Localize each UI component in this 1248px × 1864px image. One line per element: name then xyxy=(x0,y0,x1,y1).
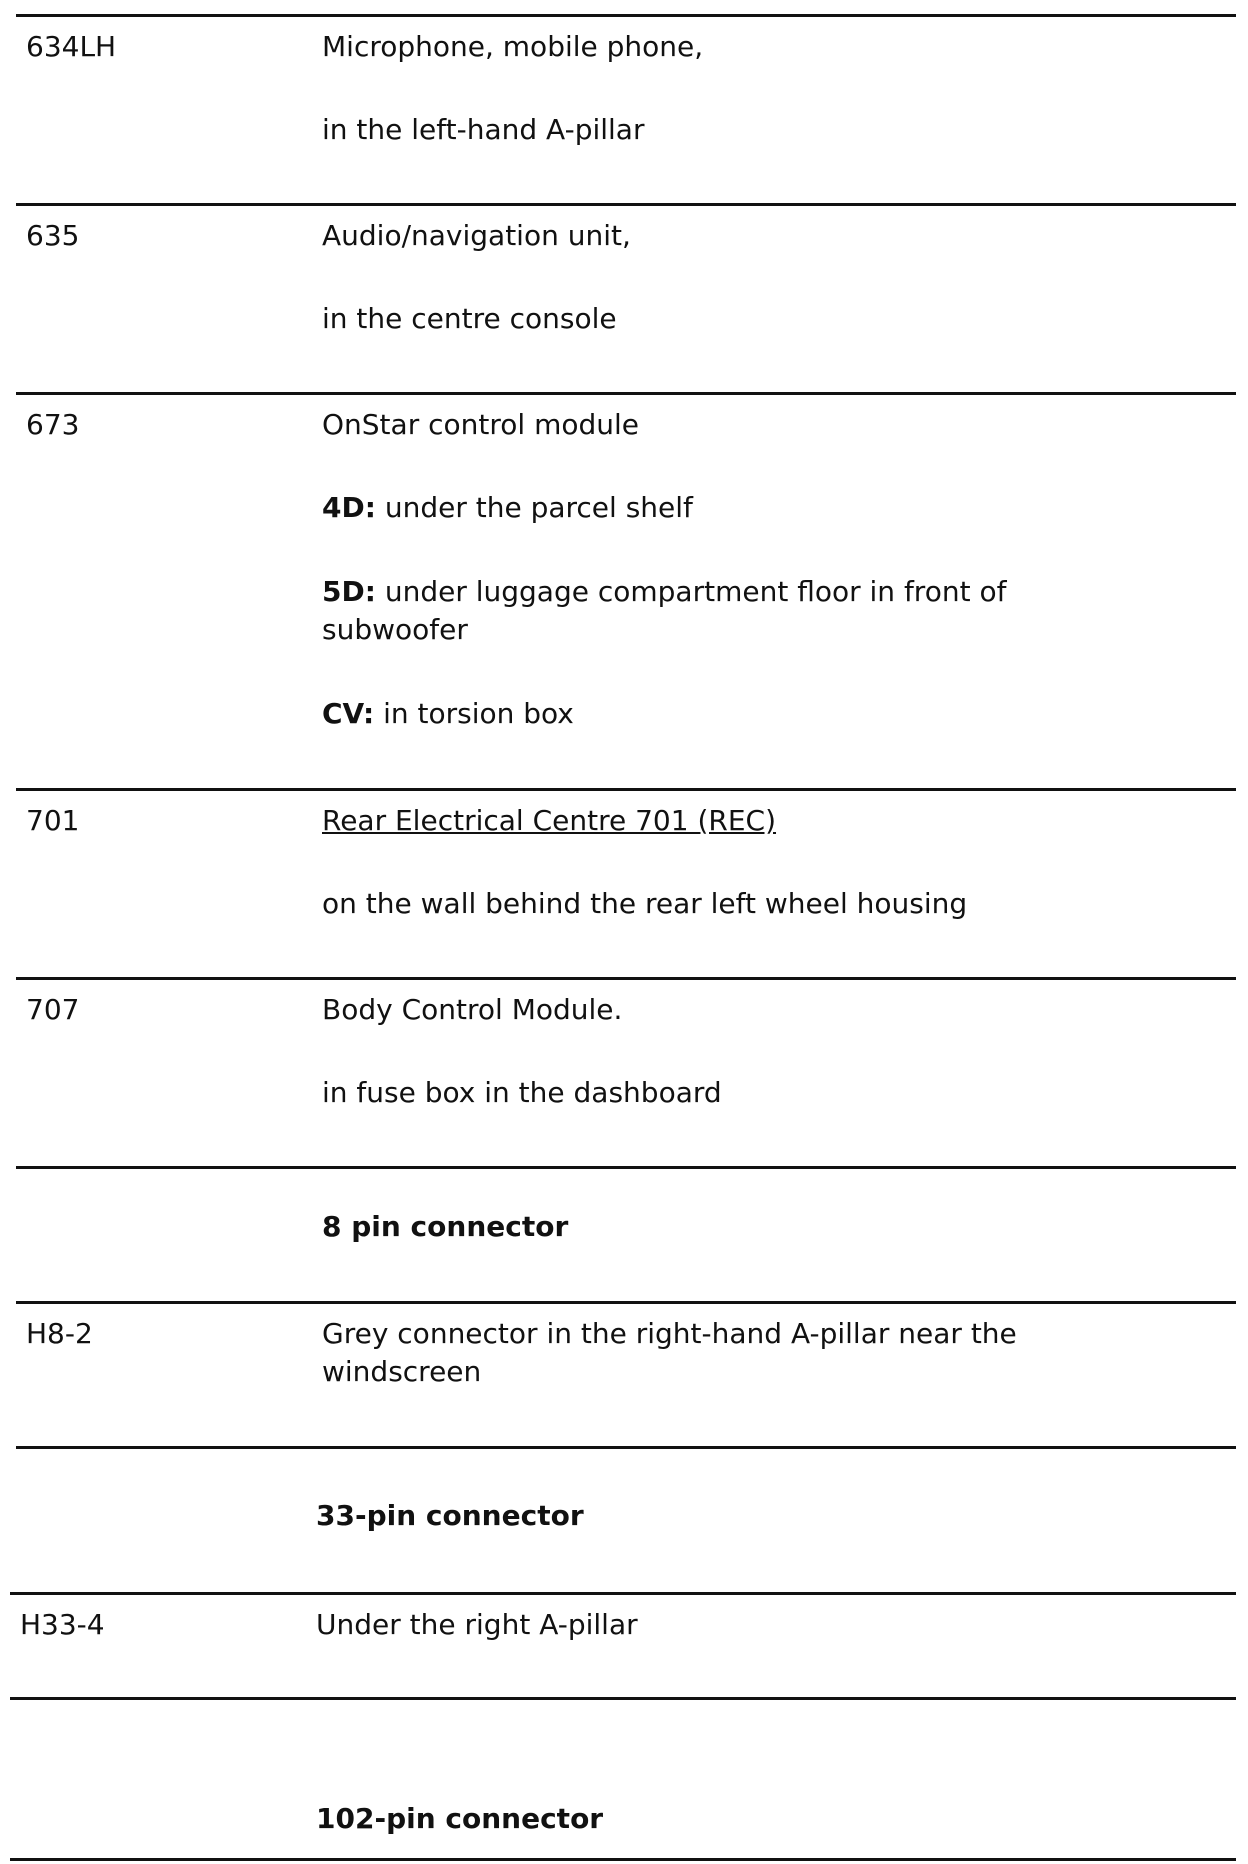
component-description: OnStar control module xyxy=(322,408,639,441)
body-variant-text: under the parcel shelf xyxy=(375,491,693,524)
row-divider xyxy=(16,1301,1236,1304)
body-variant-text: in torsion box xyxy=(374,697,574,730)
connector-location: Under the right A-pillar xyxy=(316,1608,638,1641)
connector-code: H8-2 xyxy=(26,1317,93,1350)
row-divider xyxy=(16,14,1236,17)
component-location: on the wall behind the rear left wheel housing xyxy=(322,887,968,920)
component-code: 673 xyxy=(26,408,80,441)
section-heading: 33-pin connector xyxy=(316,1499,584,1532)
component-code: 701 xyxy=(26,804,80,837)
body-variant-label: 5D: xyxy=(322,575,376,608)
row-divider xyxy=(10,1592,1236,1595)
component-location: in the centre console xyxy=(322,302,617,335)
row-divider xyxy=(16,203,1236,206)
section-heading: 8 pin connector xyxy=(322,1210,569,1243)
row-divider xyxy=(10,1697,1236,1700)
component-code: 707 xyxy=(26,993,80,1026)
component-description: Body Control Module. xyxy=(322,993,623,1026)
row-divider xyxy=(16,1166,1236,1169)
row-divider xyxy=(16,977,1236,980)
row-divider xyxy=(16,788,1236,791)
connector-code: H33-4 xyxy=(20,1608,105,1641)
body-variant-location xyxy=(322,695,574,733)
row-divider xyxy=(10,1858,1236,1861)
component-code: 634LH xyxy=(26,30,117,63)
component-location: in fuse box in the dashboard xyxy=(322,1076,722,1109)
row-divider xyxy=(16,1446,1236,1449)
body-variant-label: 4D: xyxy=(322,491,376,524)
body-variant-text: under luggage compartment floor in front of subwoofer xyxy=(322,575,1007,646)
rec-link[interactable]: Rear Electrical Centre 701 (REC) xyxy=(322,804,777,837)
component-description: Audio/navigation unit, xyxy=(322,219,631,252)
row-divider xyxy=(16,392,1236,395)
connector-location: Grey connector in the right-hand A-pillar near the windscreen xyxy=(322,1317,1017,1388)
component-description: Microphone, mobile phone, xyxy=(322,30,704,63)
body-variant-label: CV: xyxy=(322,697,375,730)
section-heading: 102-pin connector xyxy=(316,1802,604,1835)
component-code: 635 xyxy=(26,219,80,252)
body-variant-location xyxy=(322,489,693,527)
body-variant-location xyxy=(322,573,1152,649)
component-location: in the left-hand A-pillar xyxy=(322,113,645,146)
